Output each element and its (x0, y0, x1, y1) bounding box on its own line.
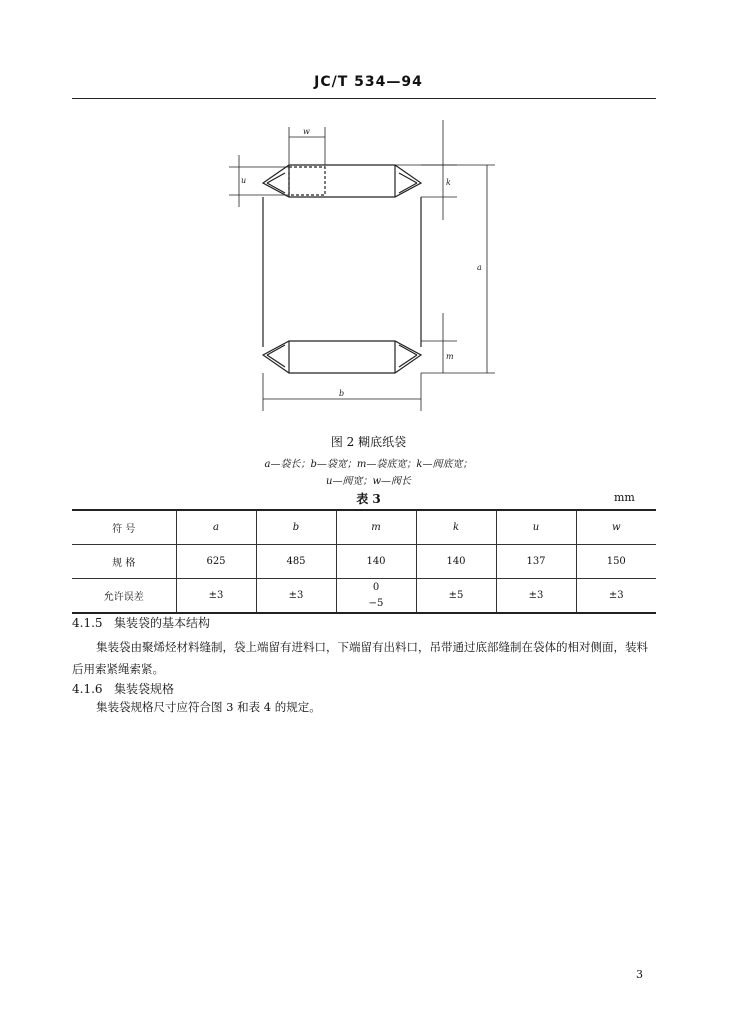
bag-diagram (225, 115, 525, 425)
table-row (72, 579, 656, 614)
table-cell: 625 (176, 545, 256, 579)
spec-table (72, 509, 656, 614)
label-b: b (339, 389, 345, 398)
table-cell (336, 579, 416, 614)
table-cell: 137 (496, 545, 576, 579)
row-label: 允许误差 (72, 579, 176, 614)
table-cell: ±5 (416, 579, 496, 614)
tolerance-lower: −5 (368, 597, 384, 609)
header-cell: m (336, 510, 416, 545)
table-cell: 485 (256, 545, 336, 579)
header-cell: u (496, 510, 576, 545)
document-header: JC/T 534—94 (314, 74, 423, 90)
table-header-row (72, 510, 656, 545)
header-cell: b (256, 510, 336, 545)
figure-caption: 图 2 糊底纸袋 (330, 435, 407, 449)
header-cell: k (416, 510, 496, 545)
section-heading (72, 614, 210, 631)
header-cell: w (576, 510, 656, 545)
table-cell: ±3 (496, 579, 576, 614)
table-cell: ±3 (256, 579, 336, 614)
section-title: 集装袋的基本结构 (114, 616, 211, 630)
table-cell: 140 (336, 545, 416, 579)
table-cell: 140 (416, 545, 496, 579)
label-a: a (477, 263, 482, 272)
section-title: 集装袋规格 (114, 682, 175, 696)
header-cell: 符 号 (72, 510, 176, 545)
header-cell: a (176, 510, 256, 545)
top-valve (263, 165, 421, 197)
label-m: m (446, 352, 454, 361)
label-u: u (241, 176, 247, 185)
section-number: 4.1.6 (72, 682, 103, 696)
label-w: w (303, 127, 310, 136)
label-k: k (446, 178, 451, 187)
table-title: 表 3 (356, 492, 381, 506)
section-body: 集装袋规格尺寸应符合图 3 和表 4 的规定。 (96, 700, 321, 714)
tolerance-upper: 0 (372, 581, 380, 593)
row-label: 规 格 (72, 545, 176, 579)
table-unit: mm (614, 491, 635, 504)
bottom-valve (263, 341, 421, 373)
section-heading (72, 680, 174, 697)
table-row (72, 545, 656, 579)
section-body: 集装袋由聚烯烃材料缝制，袋上端留有进料口，下端留有出料口，吊带通过底部缝制在袋体的相对侧面，装料后用索紧绳索紧。 (72, 640, 648, 676)
page-number: 3 (636, 968, 643, 981)
section-number: 4.1.5 (72, 616, 103, 630)
figure-legend-line1: a—袋长；b—袋宽；m—袋底宽；k—阀底宽； (264, 459, 473, 470)
table-cell: ±3 (576, 579, 656, 614)
figure-legend-line2: u—阀宽；w—阀长 (326, 476, 411, 487)
table-cell: ±3 (176, 579, 256, 614)
header-rule (72, 98, 656, 99)
table-cell: 150 (576, 545, 656, 579)
